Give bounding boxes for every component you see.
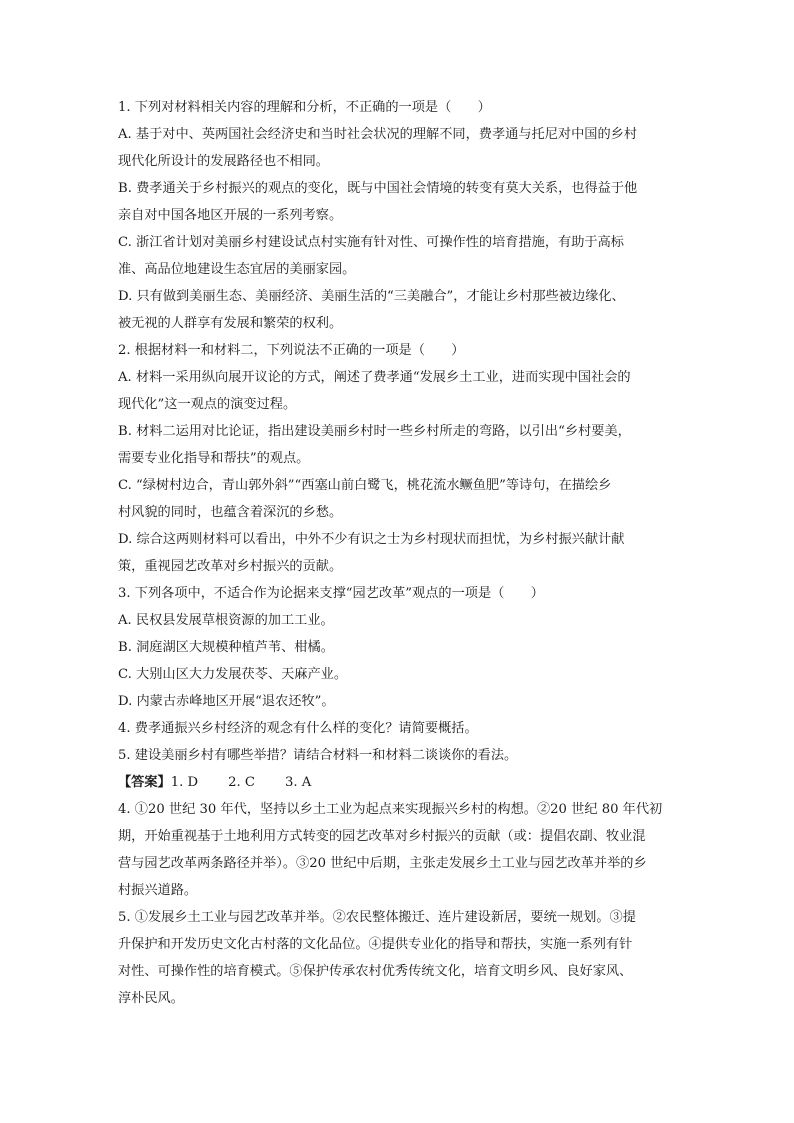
question-2-option-a-line-1: A. 材料一采用纵向展开议论的方式，阐述了费孝通“发展乡土工业，进而实现中国社会的 — [118, 370, 631, 385]
question-3-option-a: A. 民权县发展草根资源的加工工业。 — [118, 613, 334, 628]
question-1-option-c-line-1: C. 浙江省计划对美丽乡村建设试点村实施有针对性、可操作性的培育措施，有助于高标 — [118, 235, 624, 250]
answer-4-line-4: 村振兴道路。 — [118, 883, 198, 898]
question-5-stem: 5. 建设美丽乡村有哪些举措？请结合材料一和材料二谈谈你的看法。 — [118, 748, 518, 763]
question-1-option-b-line-1: B. 费孝通关于乡村振兴的观点的变化，既与中国社会情境的转变有莫大关系，也得益于他 — [118, 181, 638, 196]
answer-5-line-2: 升保护和开发历史文化古村落的文化品位。④提供专业化的指导和帮扶，实施一系列有针 — [118, 937, 633, 952]
question-2-option-c-line-1: C. “绿树村边合，青山郭外斜”“西塞山前白鹭飞，桃花流水鳜鱼肥”等诗句，在描绘乡 — [118, 478, 612, 493]
question-2-option-b-line-1: B. 材料二运用对比论证，指出建设美丽乡村时一些乡村所走的弯路，以引出“乡村要美， — [118, 424, 631, 439]
question-2-option-c-line-2: 村风貌的同时，也蕴含着深沉的乡愁。 — [118, 505, 343, 520]
document-content — [118, 94, 678, 1012]
question-3-option-d: D. 内蒙古赤峰地区开展“退农还牧”。 — [118, 694, 335, 709]
question-2-option-d-line-1: D. 综合这两则材料可以看出，中外不少有识之士为乡村现状而担忧，为乡村振兴献计献 — [118, 532, 625, 547]
answer-choice-2: 2. C — [228, 775, 255, 790]
question-1-stem: 1. 下列对材料相关内容的理解和分析，不正确的一项是（ ） — [118, 100, 491, 115]
answer-5-line-3: 对性、可操作性的培育模式。⑤保护传承农村优秀传统文化，培育文明乡风、良好家风、 — [118, 964, 633, 979]
question-1-option-c-line-2: 准、高品位地建设生态宜居的美丽家园。 — [118, 262, 356, 277]
question-1-option-a-line-2: 现代化所设计的发展路径也不相同。 — [118, 154, 329, 169]
answer-4-line-3: 营与园艺改革两条路径并举）。③20 世纪中后期，主张走发展乡土工业与园艺改革并举的乡 — [118, 856, 647, 871]
answer-5-line-1: 5. ①发展乡土工业与园艺改革并举。②农民整体搬迁、连片建设新居，要统一规划。③提 — [118, 910, 636, 925]
answer-tag: 【答案】 — [118, 775, 171, 790]
question-3-option-c: C. 大别山区大力发展茯苓、天麻产业。 — [118, 667, 348, 682]
question-3-stem: 3. 下列各项中，不适合作为论据来支撑“园艺改革”观点的一项是（ ） — [118, 586, 544, 601]
answer-choice-3: 3. A — [284, 775, 312, 790]
answer-4-line-2: 期，开始重视基于土地利用方式转变的园艺改革对乡村振兴的贡献（或：提倡农副、牧业混 — [118, 829, 646, 844]
answer-4-line-1: 4. ①20 世纪 30 年代，坚持以乡土工业为起点来实现振兴乡村的构想。②20 世纪 80 年代初 — [118, 802, 663, 817]
question-1-option-d-line-2: 被无视的人群享有发展和繁荣的权利。 — [118, 316, 343, 331]
question-2-option-a-line-2: 现代化”这一观点的演变过程。 — [118, 397, 297, 412]
question-1-option-b-line-2: 亲自对中国各地区开展的一系列考察。 — [118, 208, 343, 223]
answer-5-line-4: 淳朴民风。 — [118, 991, 184, 1006]
question-2-option-d-line-2: 策，重视园艺改革对乡村振兴的贡献。 — [118, 559, 343, 574]
answer-choice-1: 1. D — [170, 775, 199, 790]
question-3-option-b: B. 洞庭湖区大规模种植芦苇、柑橘。 — [118, 640, 334, 655]
question-1-option-a-line-1: A. 基于对中、英两国社会经济史和当时社会状况的理解不同，费孝通与托尼对中国的乡村 — [118, 127, 638, 142]
question-2-stem: 2. 根据材料一和材料二，下列说法不正确的一项是（ ） — [118, 343, 465, 358]
question-4-stem: 4. 费孝通振兴乡村经济的观念有什么样的变化？请简要概括。 — [118, 721, 478, 736]
question-1-option-d-line-1: D. 只有做到美丽生态、美丽经济、美丽生活的“三美融合”，才能让乡村那些被边缘化、 — [118, 289, 625, 304]
question-2-option-b-line-2: 需要专业化指导和帮扶”的观点。 — [118, 451, 310, 466]
answer-key — [118, 769, 678, 796]
